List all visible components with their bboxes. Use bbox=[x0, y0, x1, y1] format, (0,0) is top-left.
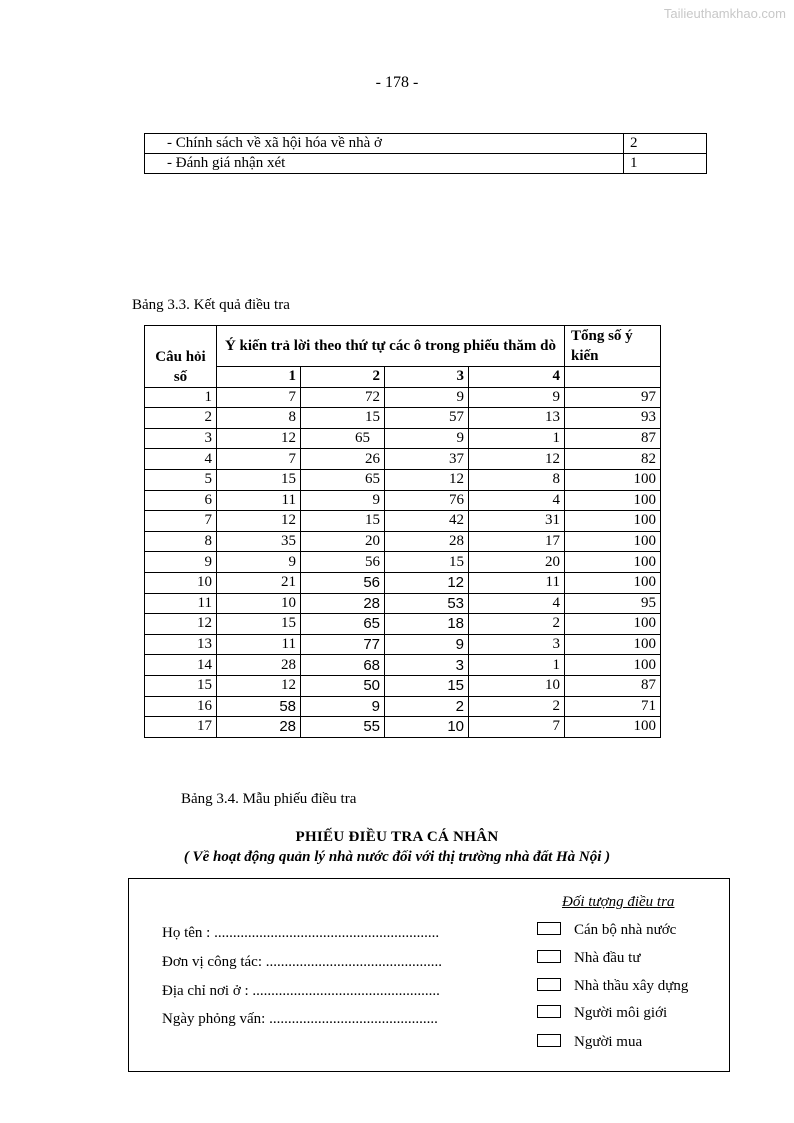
table-3-3-caption: Bảng 3.3. Kết quả điều tra bbox=[132, 297, 290, 313]
total-cell: 95 bbox=[565, 593, 661, 614]
question-number: 17 bbox=[145, 717, 217, 738]
answer-cell: 58 bbox=[217, 696, 301, 717]
form-title: PHIẾU ĐIỀU TRA CÁ NHÂN bbox=[295, 829, 499, 845]
total-cell: 97 bbox=[565, 387, 661, 408]
interview-date-field[interactable]: Ngày phỏng vấn: ............................................. bbox=[162, 1011, 438, 1027]
checkbox[interactable] bbox=[537, 950, 561, 963]
answer-cell: 11 bbox=[469, 572, 565, 593]
answer-cell: 9 bbox=[385, 387, 469, 408]
answer-cell: 77 bbox=[301, 634, 385, 655]
answer-cell: 15 bbox=[217, 469, 301, 490]
answer-cell: 42 bbox=[385, 511, 469, 532]
option-label: Cán bộ nhà nước bbox=[574, 922, 677, 938]
answer-cell: 12 bbox=[217, 675, 301, 696]
answer-cell: 7 bbox=[469, 717, 565, 738]
answer-cell: 15 bbox=[385, 675, 469, 696]
total-cell: 71 bbox=[565, 696, 661, 717]
question-number: 7 bbox=[145, 511, 217, 532]
total-cell: 100 bbox=[565, 552, 661, 573]
answer-cell: 28 bbox=[301, 593, 385, 614]
header-question: Câu hỏi số bbox=[145, 326, 217, 388]
answer-cell: 9 bbox=[385, 428, 469, 449]
answer-cell: 15 bbox=[301, 408, 385, 429]
answer-cell: 68 bbox=[301, 655, 385, 676]
answer-cell: 8 bbox=[469, 469, 565, 490]
page-number: - 178 - bbox=[375, 74, 419, 91]
answer-cell: 26 bbox=[301, 449, 385, 470]
answer-cell: 76 bbox=[385, 490, 469, 511]
answer-cell: 12 bbox=[217, 428, 301, 449]
checkbox[interactable] bbox=[537, 1034, 561, 1047]
total-cell: 87 bbox=[565, 675, 661, 696]
table-row bbox=[145, 449, 661, 470]
question-number: 2 bbox=[145, 408, 217, 429]
answer-cell: 20 bbox=[301, 531, 385, 552]
answer-cell: 11 bbox=[217, 490, 301, 511]
answer-cell: 21 bbox=[217, 572, 301, 593]
checkbox[interactable] bbox=[537, 1005, 561, 1018]
question-number: 15 bbox=[145, 675, 217, 696]
question-number: 11 bbox=[145, 593, 217, 614]
header-col-4: 4 bbox=[469, 367, 565, 388]
option-contractor[interactable] bbox=[537, 978, 688, 995]
table-3-4-caption: Bảng 3.4. Mẫu phiếu điều tra bbox=[181, 791, 357, 807]
answer-cell: 9 bbox=[217, 552, 301, 573]
total-cell: 100 bbox=[565, 469, 661, 490]
answer-cell: 50 bbox=[301, 675, 385, 696]
question-number: 4 bbox=[145, 449, 217, 470]
table-row bbox=[145, 469, 661, 490]
total-cell: 100 bbox=[565, 531, 661, 552]
survey-results-body bbox=[145, 387, 661, 737]
question-number: 1 bbox=[145, 387, 217, 408]
table-row bbox=[145, 428, 661, 449]
total-cell: 100 bbox=[565, 490, 661, 511]
checkbox[interactable] bbox=[537, 922, 561, 935]
total-cell: 100 bbox=[565, 634, 661, 655]
answer-cell: 4 bbox=[469, 490, 565, 511]
answer-cell: 28 bbox=[217, 655, 301, 676]
table-row bbox=[145, 552, 661, 573]
answer-cell: 9 bbox=[469, 387, 565, 408]
answer-cell: 35 bbox=[217, 531, 301, 552]
form-subtitle: ( Về hoạt động quản lý nhà nước đối với thị trường nhà đất Hà Nội ) bbox=[183, 849, 611, 865]
question-number: 12 bbox=[145, 614, 217, 635]
checkbox[interactable] bbox=[537, 978, 561, 991]
answer-cell: 4 bbox=[469, 593, 565, 614]
target-group-title: Đối tượng điều tra bbox=[562, 894, 675, 910]
answer-cell: 10 bbox=[469, 675, 565, 696]
answer-cell: 2 bbox=[385, 696, 469, 717]
answer-cell: 57 bbox=[385, 408, 469, 429]
option-label: Nhà đầu tư bbox=[574, 950, 641, 966]
table-row bbox=[145, 717, 661, 738]
answer-cell: 1 bbox=[469, 428, 565, 449]
question-number: 10 bbox=[145, 572, 217, 593]
table-row bbox=[145, 531, 661, 552]
option-broker[interactable] bbox=[537, 1005, 667, 1022]
address-field[interactable]: Địa chỉ nơi ở : .................................................. bbox=[162, 983, 440, 999]
survey-results-table bbox=[144, 325, 661, 738]
option-buyer[interactable] bbox=[537, 1034, 642, 1051]
total-cell: 100 bbox=[565, 572, 661, 593]
answer-cell: 53 bbox=[385, 593, 469, 614]
answer-cell: 12 bbox=[217, 511, 301, 532]
name-field[interactable]: Họ tên : ............................................................ bbox=[162, 925, 440, 941]
answer-cell: 8 bbox=[217, 408, 301, 429]
answer-cell: 15 bbox=[217, 614, 301, 635]
option-label: Người môi giới bbox=[574, 1005, 668, 1021]
answer-cell: 9 bbox=[301, 490, 385, 511]
table-row bbox=[145, 696, 661, 717]
table-row bbox=[145, 655, 661, 676]
question-number: 14 bbox=[145, 655, 217, 676]
table-row bbox=[145, 387, 661, 408]
answer-cell: 2 bbox=[469, 614, 565, 635]
top-table-value: 2 bbox=[624, 134, 707, 154]
answer-cell: 9 bbox=[301, 696, 385, 717]
answer-cell: 17 bbox=[469, 531, 565, 552]
table-row bbox=[145, 593, 661, 614]
table-row bbox=[145, 408, 661, 429]
table-row bbox=[145, 134, 707, 154]
total-cell: 100 bbox=[565, 511, 661, 532]
total-cell: 93 bbox=[565, 408, 661, 429]
answer-cell: 20 bbox=[469, 552, 565, 573]
total-cell: 82 bbox=[565, 449, 661, 470]
answer-cell: 65 bbox=[301, 428, 385, 449]
answer-cell: 56 bbox=[301, 552, 385, 573]
answer-cell: 55 bbox=[301, 717, 385, 738]
top-table-text: - Chính sách về xã hội hóa về nhà ở bbox=[145, 134, 624, 154]
answer-cell: 72 bbox=[301, 387, 385, 408]
total-cell: 100 bbox=[565, 614, 661, 635]
answer-cell: 37 bbox=[385, 449, 469, 470]
question-number: 6 bbox=[145, 490, 217, 511]
table-row bbox=[145, 511, 661, 532]
header-col-2: 2 bbox=[301, 367, 385, 388]
total-cell: 100 bbox=[565, 655, 661, 676]
answer-cell: 31 bbox=[469, 511, 565, 532]
answer-cell: 12 bbox=[385, 469, 469, 490]
answer-cell: 56 bbox=[301, 572, 385, 593]
table-row bbox=[145, 154, 707, 174]
header-col-3: 3 bbox=[385, 367, 469, 388]
answer-cell: 2 bbox=[469, 696, 565, 717]
watermark: Tailieuthamkhao.com bbox=[663, 6, 786, 21]
survey-form bbox=[128, 878, 730, 1072]
answer-cell: 65 bbox=[301, 469, 385, 490]
answer-cell: 10 bbox=[217, 593, 301, 614]
table-row bbox=[145, 614, 661, 635]
answer-cell: 15 bbox=[301, 511, 385, 532]
option-investor[interactable] bbox=[537, 950, 640, 967]
answer-cell: 12 bbox=[469, 449, 565, 470]
option-label: Nhà thầu xây dựng bbox=[574, 978, 689, 994]
header-total: Tổng số ý kiến bbox=[565, 326, 661, 367]
option-civil-servant[interactable] bbox=[537, 922, 676, 939]
table-row bbox=[145, 675, 661, 696]
answer-cell: 28 bbox=[217, 717, 301, 738]
answer-cell: 15 bbox=[385, 552, 469, 573]
answer-cell: 11 bbox=[217, 634, 301, 655]
top-table bbox=[144, 133, 707, 174]
answer-cell: 9 bbox=[385, 634, 469, 655]
answer-cell: 10 bbox=[385, 717, 469, 738]
answer-cell: 18 bbox=[385, 614, 469, 635]
question-number: 16 bbox=[145, 696, 217, 717]
answer-cell: 13 bbox=[469, 408, 565, 429]
answer-cell: 1 bbox=[469, 655, 565, 676]
top-table-value: 1 bbox=[624, 154, 707, 174]
workplace-field[interactable]: Đơn vị công tác: ............................................... bbox=[162, 954, 442, 970]
answer-cell: 3 bbox=[385, 655, 469, 676]
table-row bbox=[145, 634, 661, 655]
answer-cell: 7 bbox=[217, 449, 301, 470]
total-cell: 100 bbox=[565, 717, 661, 738]
answer-cell: 3 bbox=[469, 634, 565, 655]
option-label: Người mua bbox=[574, 1034, 643, 1050]
table-row bbox=[145, 572, 661, 593]
answer-cell: 65 bbox=[301, 614, 385, 635]
header-answers: Ý kiến trả lời theo thứ tự các ô trong phiếu thăm dò bbox=[217, 326, 565, 367]
header-col-1: 1 bbox=[217, 367, 301, 388]
answer-cell: 12 bbox=[385, 572, 469, 593]
question-number: 3 bbox=[145, 428, 217, 449]
header-total-empty bbox=[565, 367, 661, 388]
question-number: 5 bbox=[145, 469, 217, 490]
question-number: 13 bbox=[145, 634, 217, 655]
answer-cell: 28 bbox=[385, 531, 469, 552]
total-cell: 87 bbox=[565, 428, 661, 449]
answer-cell: 7 bbox=[217, 387, 301, 408]
top-table-text: - Đánh giá nhận xét bbox=[145, 154, 624, 174]
question-number: 9 bbox=[145, 552, 217, 573]
question-number: 8 bbox=[145, 531, 217, 552]
table-row bbox=[145, 490, 661, 511]
